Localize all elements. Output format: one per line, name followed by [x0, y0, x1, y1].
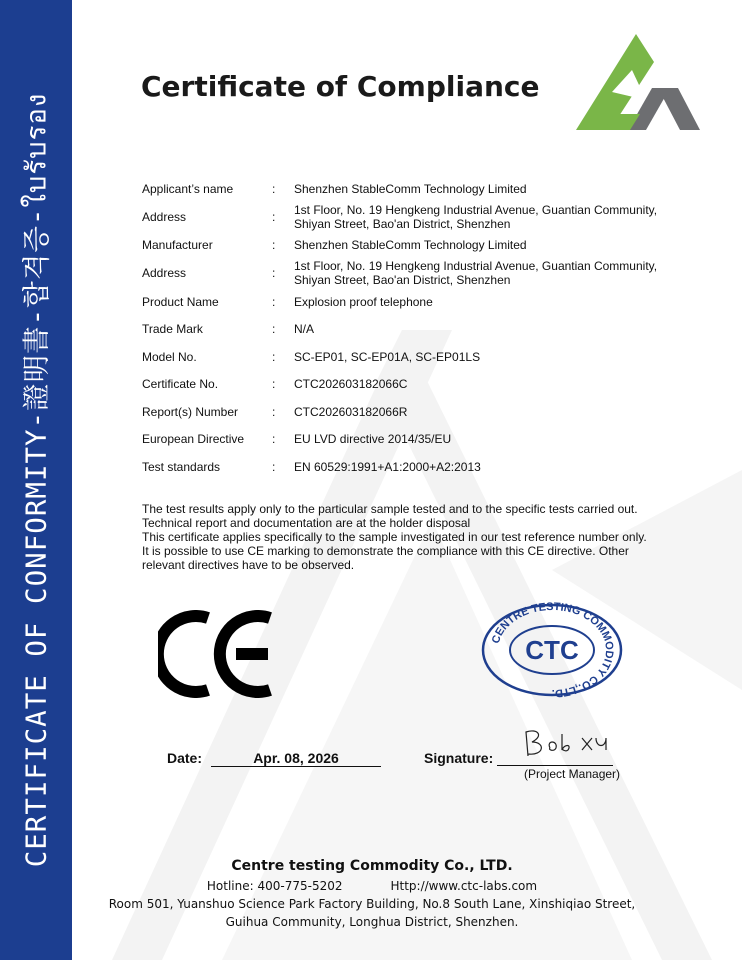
signature-label: Signature:: [424, 750, 494, 766]
field-row-test-standards: [142, 453, 702, 481]
note-line: This certificate applies specifically to the sample investigated in our test reference number only.: [142, 530, 647, 544]
field-row-certificate-no: [142, 371, 702, 399]
sidebar-band: [0, 0, 72, 960]
ce-mark-icon: [158, 610, 280, 698]
note-line: The test results apply only to the particular sample tested and to the specific tests carried out.: [142, 502, 638, 516]
certificate-fields: [142, 176, 702, 481]
field-colon: :: [272, 209, 276, 224]
sidebar-vertical-text: CERTIFICATE OF CONFORMITY-證明書-합격증-ใบรับรอง: [20, 92, 53, 868]
page-title: Certificate of Compliance: [141, 70, 540, 103]
field-value: CTC202603182066C: [294, 377, 408, 392]
field-colon: :: [272, 377, 276, 392]
field-row-address: [142, 201, 702, 232]
field-label: Model No.: [142, 349, 197, 364]
svg-text:CENTRE TESTING COMMODITY CO.,L: CENTRE TESTING COMMODITY CO.,LTD.: [489, 602, 616, 698]
field-value: Shenzhen StableComm Technology Limited: [294, 181, 527, 196]
field-label: Applicant’s name: [142, 181, 234, 196]
signature-role: (Project Manager): [524, 767, 621, 781]
field-colon: :: [272, 349, 276, 364]
field-colon: :: [272, 237, 276, 252]
footer-website: Http://www.ctc-labs.com: [390, 879, 538, 893]
field-label: Report(s) Number: [142, 404, 239, 419]
footer-company-name: Centre testing Commodity Co., LTD.: [231, 858, 513, 874]
field-colon: :: [272, 459, 276, 474]
field-value: 1st Floor, No. 19 Hengkeng Industrial Avenue, Guantian Community, Shiyan Street, Bao'an District, Shenzhen: [294, 202, 658, 231]
field-row-trade-mark: [142, 316, 702, 344]
note-line: relevant directives have to be observed.: [142, 558, 355, 572]
field-colon: :: [272, 265, 276, 280]
note-line: It is possible to use CE marking to demonstrate the compliance with this CE directive. Other: [142, 544, 629, 558]
field-label: Address: [142, 209, 187, 224]
field-colon: :: [272, 432, 276, 447]
field-label: Test standards: [142, 459, 221, 474]
field-value: CTC202603182066R: [294, 404, 408, 419]
signature-line: [497, 765, 613, 766]
svg-text:CTC: CTC: [525, 635, 579, 665]
footer-address-line2: Guihua Community, Longhua District, Shenzhen.: [225, 915, 519, 929]
field-row-applicant: [142, 176, 702, 201]
field-value: EU LVD directive 2014/35/EU: [294, 432, 452, 447]
field-label: European Directive: [142, 432, 245, 447]
field-value: N/A: [294, 322, 315, 337]
field-row-manufacturer: [142, 232, 702, 257]
handwritten-signature: [520, 726, 612, 762]
field-value: EN 60529:1991+A1:2000+A2:2013: [294, 459, 481, 474]
footer-contact: [72, 879, 672, 893]
field-row-european-directive: [142, 426, 702, 454]
field-value: 1st Floor, No. 19 Hengkeng Industrial Avenue, Guantian Community, Shiyan Street, Bao'an District, Shenzhen: [294, 258, 658, 287]
field-label: Address: [142, 265, 187, 280]
field-colon: :: [272, 404, 276, 419]
field-row-manufacturer-address: [142, 257, 702, 288]
date-label: Date:: [167, 750, 203, 766]
field-value: SC-EP01, SC-EP01A, SC-EP01LS: [294, 349, 481, 364]
date-value: Apr. 08, 2026: [211, 750, 381, 767]
company-seal: [480, 602, 624, 698]
field-label: Trade Mark: [142, 322, 203, 337]
field-row-model-no: [142, 343, 702, 371]
field-colon: :: [272, 294, 276, 309]
field-label: Manufacturer: [142, 237, 213, 252]
field-colon: :: [272, 322, 276, 337]
field-row-product-name: [142, 288, 702, 316]
field-label: Product Name: [142, 294, 219, 309]
footer-address-line1: Room 501, Yuanshuo Science Park Factory Building, No.8 South Lane, Xinshiqiao Street,: [108, 897, 636, 911]
footer-hotline: Hotline: 400-775-5202: [206, 879, 343, 893]
company-logo: [570, 30, 702, 136]
field-value: Shenzhen StableComm Technology Limited: [294, 237, 527, 252]
field-row-report-number: [142, 398, 702, 426]
compliance-notes: [142, 502, 682, 572]
field-value: Explosion proof telephone: [294, 294, 433, 309]
field-label: Certificate No.: [142, 377, 219, 392]
note-line: Technical report and documentation are at the holder disposal: [142, 516, 471, 530]
field-colon: :: [272, 181, 276, 196]
